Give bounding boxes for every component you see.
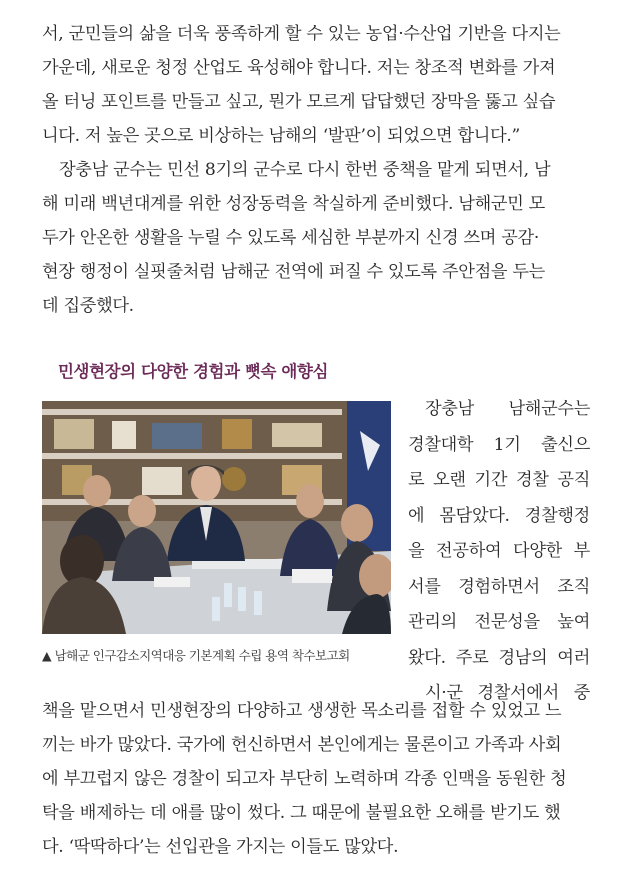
meeting-photo-illustration — [42, 401, 391, 634]
text-line: 다. ‘딱딱하다’는 선입관을 가지는 이들도 많았다. — [42, 837, 399, 857]
text-line: 니다. 저 높은 곳으로 비상하는 남해의 ‘발판’이 되었으면 합니다.” — [42, 126, 521, 146]
text-line: 서를 경험하면서 조직 — [408, 576, 590, 597]
bottom-paragraph — [42, 694, 590, 864]
text-line: 해 미래 백년대계를 위한 성장동력을 착실하게 준비했다. 남해군민 모 — [42, 194, 545, 214]
text-line: 끼는 바가 많았다. 국가에 헌신하면서 본인에게는 물론이고 가족과 사회 — [42, 735, 562, 755]
meeting-photo — [42, 401, 391, 634]
text-line: 책을 맡으면서 민생현장의 다양하고 생생한 목소리를 접할 수 있었고 느 — [42, 701, 562, 721]
text-line: 관리의 전문성을 높여 — [408, 612, 590, 632]
text-line: 로 오랜 기간 경찰 공직 — [408, 470, 590, 490]
text-line: 을 전공하여 다양한 부 — [408, 541, 590, 561]
text-line: 왔다. 주로 경남의 여러 — [408, 647, 590, 668]
text-line: 에 부끄럽지 않은 경찰이 되고자 부단히 노력하며 각종 인맥을 동원한 청 — [42, 769, 567, 789]
section-heading: 민생현장의 다양한 경험과 뼛속 애향심 — [58, 362, 329, 381]
text-line: 현장 행정이 실핏줄처럼 남해군 전역에 퍼질 수 있도록 주안점을 두는 — [42, 262, 545, 282]
intro-paragraph — [42, 17, 590, 153]
text-line: 서, 군민들의 삶을 더욱 풍족하게 할 수 있는 농업·수산업 기반을 다지는 — [42, 24, 561, 44]
text-line: 두가 안온한 생활을 누릴 수 있도록 세심한 부분까지 신경 쓰며 공감· — [42, 228, 539, 248]
text-line: 탁을 배제하는 데 애를 많이 썼다. 그 때문에 불필요한 오해를 받기도 했 — [42, 803, 561, 823]
side-column-text — [408, 392, 590, 712]
text-line: 가운데, 새로운 청정 산업도 육성해야 합니다. 저는 창조적 변화를 가져 — [42, 58, 556, 78]
text-line: 올 터닝 포인트를 만들고 싶고, 뭔가 모르게 답답했던 장막을 뚫고 싶습 — [42, 92, 556, 112]
text-line: 데 집중했다. — [42, 296, 134, 316]
photo-caption: ▲ 남해군 인구감소지역대응 기본계획 수립 용역 착수보고회 — [42, 648, 350, 663]
text-line: 경찰대학 1기 출신으 — [408, 434, 590, 455]
body-paragraph — [42, 153, 590, 323]
text-line: 에 몸담았다. 경찰행정 — [408, 505, 590, 526]
text-line: 장충남 군수는 민선 8기의 군수로 다시 한번 중책을 맡게 되면서, 남 — [59, 160, 551, 180]
text-line: 장충남 남해군수는 — [425, 399, 590, 419]
text-line: 시·군 경찰서에서 중 — [425, 683, 590, 703]
